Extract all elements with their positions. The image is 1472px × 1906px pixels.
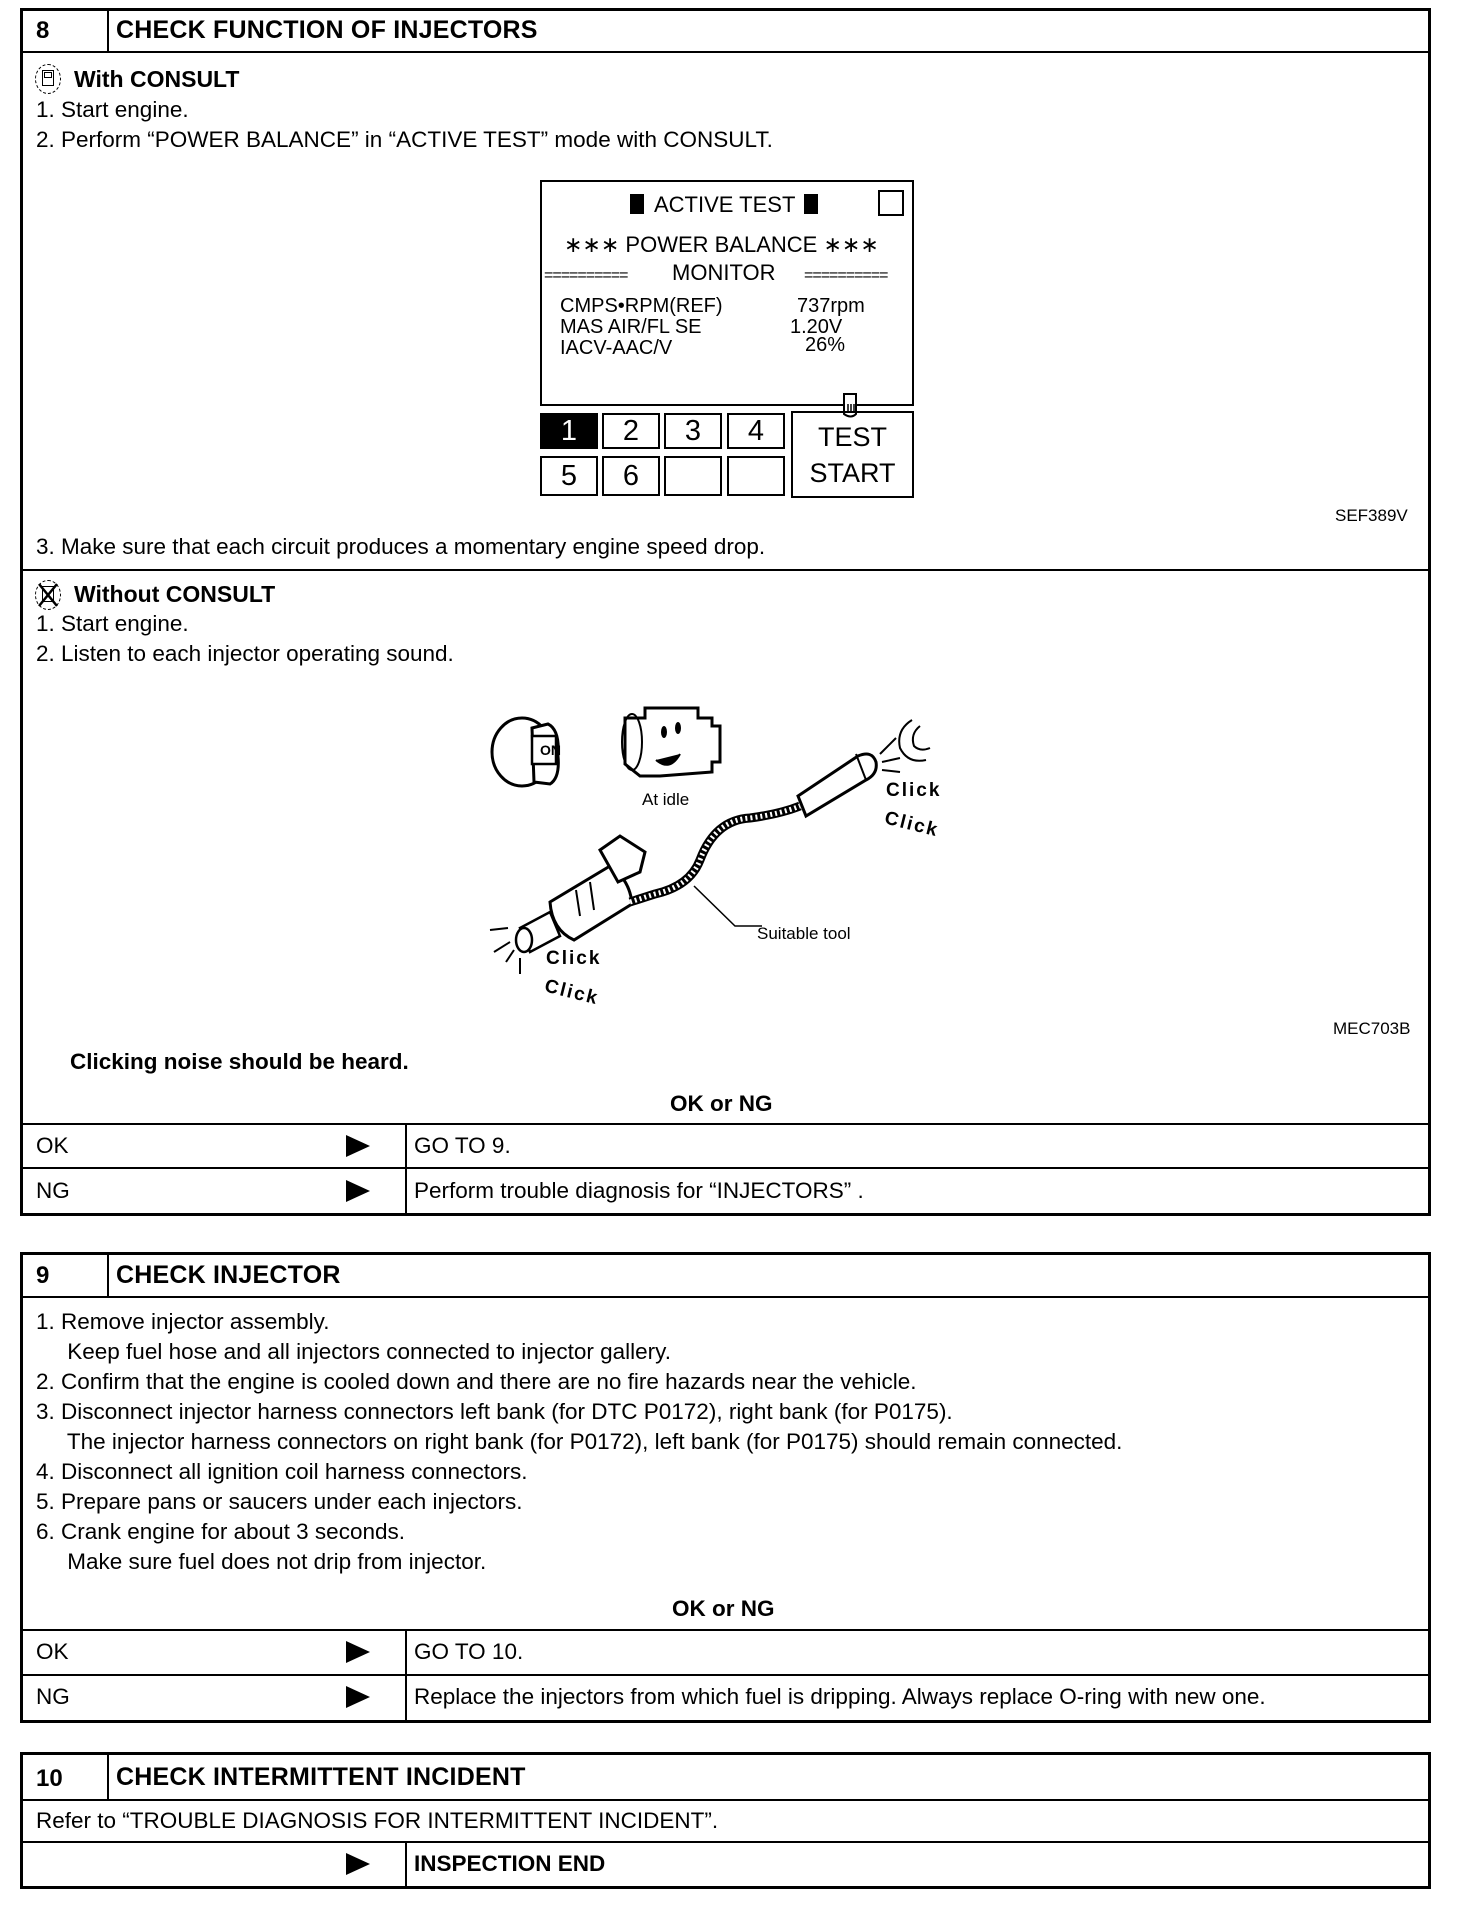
section-9-line: 6. Crank engine for about 3 seconds. bbox=[36, 1519, 405, 1544]
section-9-number-divider bbox=[107, 1252, 109, 1297]
figure-code-mec703b: MEC703B bbox=[1333, 1019, 1411, 1038]
with-consult-step-2: 2. Perform “POWER BALANCE” in “ACTIVE TEST” mode with CONSULT. bbox=[36, 127, 773, 152]
section-10-number-divider bbox=[107, 1752, 109, 1800]
with-consult-step-1: 1. Start engine. bbox=[36, 97, 189, 122]
fuel-injector-icon bbox=[516, 836, 645, 952]
result-action-ok[interactable]: GO TO 9. bbox=[414, 1133, 511, 1158]
monitor-row-value: 26% bbox=[805, 334, 846, 356]
cylinder-button-2[interactable]: 2 bbox=[602, 413, 660, 449]
suitable-tool-label: Suitable tool bbox=[757, 924, 851, 943]
results-column-divider bbox=[405, 1123, 407, 1215]
monitor-line-left: ========== bbox=[544, 267, 628, 284]
result-action-ok[interactable]: GO TO 10. bbox=[414, 1639, 524, 1664]
monitor-row-label: MAS AIR/FL SE bbox=[560, 316, 702, 338]
without-consult-heading: Without CONSULT bbox=[74, 581, 276, 607]
results-row-divider bbox=[20, 1674, 1431, 1676]
screen-corner-box bbox=[878, 190, 904, 216]
section-9-line: 1. Remove injector assembly. bbox=[36, 1309, 330, 1334]
section-10-number: 10 bbox=[36, 1765, 63, 1792]
without-consult-step-2: 2. Listen to each injector operating sound. bbox=[36, 641, 454, 666]
section-9-line: 4. Disconnect all ignition coil harness connectors. bbox=[36, 1459, 528, 1484]
consult-active-test-screen bbox=[540, 180, 914, 406]
figure-code-sef389v: SEF389V bbox=[1335, 506, 1408, 525]
results-column-divider bbox=[405, 1629, 407, 1721]
test-start-line-1: TEST bbox=[817, 422, 887, 452]
result-status-ok: OK bbox=[36, 1133, 69, 1158]
consult-device-icon bbox=[35, 64, 61, 94]
section-10-text-divider bbox=[20, 1841, 1431, 1843]
without-consult-step-1: 1. Start engine. bbox=[36, 611, 189, 636]
result-status-ok: OK bbox=[36, 1639, 69, 1664]
section-8-number: 8 bbox=[36, 17, 50, 44]
monitor-row-value: 737rpm bbox=[797, 295, 865, 317]
cylinder-button-empty[interactable] bbox=[727, 456, 785, 496]
section-9-title: CHECK INJECTOR bbox=[116, 1261, 341, 1289]
result-action-ng[interactable]: Perform trouble diagnosis for “INJECTORS” . bbox=[414, 1178, 864, 1203]
inspection-end-label: INSPECTION END bbox=[414, 1851, 606, 1876]
results-row-divider bbox=[20, 1167, 1431, 1169]
results-column-divider bbox=[405, 1841, 407, 1887]
section-8-header-divider bbox=[20, 51, 1431, 53]
result-status-ng: NG bbox=[36, 1178, 70, 1203]
section-9-line: The injector harness connectors on right bank (for P0172), left bank (for P0175) should remain connected. bbox=[36, 1429, 1123, 1454]
section-9-line: Make sure fuel does not drip from injector. bbox=[36, 1549, 487, 1574]
at-idle-label: At idle bbox=[642, 790, 690, 809]
result-arrow-icon bbox=[346, 1135, 370, 1157]
with-consult-heading: With CONSULT bbox=[74, 66, 240, 92]
screen-subheader: ∗∗∗ POWER BALANCE ∗∗∗ bbox=[564, 232, 879, 257]
monitor-label: MONITOR bbox=[672, 260, 776, 285]
consult-divider bbox=[20, 569, 1431, 571]
monitor-line-right: ========== bbox=[804, 267, 888, 284]
injector-sound-illustration bbox=[480, 690, 960, 1020]
click-label: Click bbox=[882, 807, 942, 842]
results-top-divider bbox=[20, 1123, 1431, 1125]
section-10-title: CHECK INTERMITTENT INCIDENT bbox=[116, 1763, 526, 1791]
test-start-line-2: START bbox=[809, 458, 896, 488]
result-action-ng: Replace the injectors from which fuel is dripping. Always replace O-ring with new one. bbox=[414, 1684, 1266, 1709]
header-block-right bbox=[804, 194, 818, 214]
cylinder-button-3[interactable]: 3 bbox=[664, 413, 722, 449]
section-9-line: 3. Disconnect injector harness connectors left bank (for DTC P0172), right bank (for P0175). bbox=[36, 1399, 953, 1424]
result-arrow-icon bbox=[346, 1686, 370, 1708]
monitor-row-label: IACV-AAC/V bbox=[560, 337, 673, 359]
section-9-number: 9 bbox=[36, 1262, 50, 1289]
section-10-text: Refer to “TROUBLE DIAGNOSIS FOR INTERMITTENT INCIDENT”. bbox=[36, 1808, 719, 1833]
clicking-noise-note: Clicking noise should be heard. bbox=[70, 1049, 409, 1074]
section-10-header-divider bbox=[20, 1799, 1431, 1801]
section-9-line: 2. Confirm that the engine is cooled down and there are no fire hazards near the vehicle. bbox=[36, 1369, 917, 1394]
click-label: Click bbox=[542, 975, 602, 1010]
result-arrow-icon bbox=[346, 1853, 370, 1875]
monitor-row-value: 1.20V bbox=[790, 316, 843, 338]
section-9-line: Keep fuel hose and all injectors connected to injector gallery. bbox=[36, 1339, 671, 1364]
screen-header: ACTIVE TEST bbox=[654, 192, 796, 217]
click-label: Click bbox=[886, 780, 942, 801]
ok-or-ng-label: OK or NG bbox=[670, 1091, 773, 1116]
result-arrow-icon bbox=[346, 1180, 370, 1202]
results-top-divider bbox=[20, 1629, 1431, 1631]
test-start-button[interactable] bbox=[791, 411, 914, 498]
cylinder-button-5[interactable]: 5 bbox=[540, 456, 598, 496]
section-8-number-divider bbox=[107, 8, 109, 52]
result-status-ng: NG bbox=[36, 1684, 70, 1709]
cylinder-button-1[interactable]: 1 bbox=[540, 413, 598, 449]
section-9-header-divider bbox=[20, 1296, 1431, 1298]
cylinder-button-empty[interactable] bbox=[664, 456, 722, 496]
header-block-left bbox=[630, 194, 644, 214]
engine-at-idle-icon bbox=[622, 708, 720, 776]
result-arrow-icon bbox=[346, 1641, 370, 1663]
section-9-line: 5. Prepare pans or saucers under each injectors. bbox=[36, 1489, 523, 1514]
section-8-title: CHECK FUNCTION OF INJECTORS bbox=[116, 16, 538, 44]
key-on-label: ON bbox=[540, 742, 561, 758]
cylinder-button-6[interactable]: 6 bbox=[602, 456, 660, 496]
ok-or-ng-label: OK or NG bbox=[672, 1596, 775, 1621]
cylinder-button-4[interactable]: 4 bbox=[727, 413, 785, 449]
no-consult-icon bbox=[35, 580, 61, 610]
click-label: Click bbox=[546, 948, 602, 969]
with-consult-step-3: 3. Make sure that each circuit produces a momentary engine speed drop. bbox=[36, 534, 766, 559]
monitor-row-label: CMPS•RPM(REF) bbox=[560, 295, 723, 317]
